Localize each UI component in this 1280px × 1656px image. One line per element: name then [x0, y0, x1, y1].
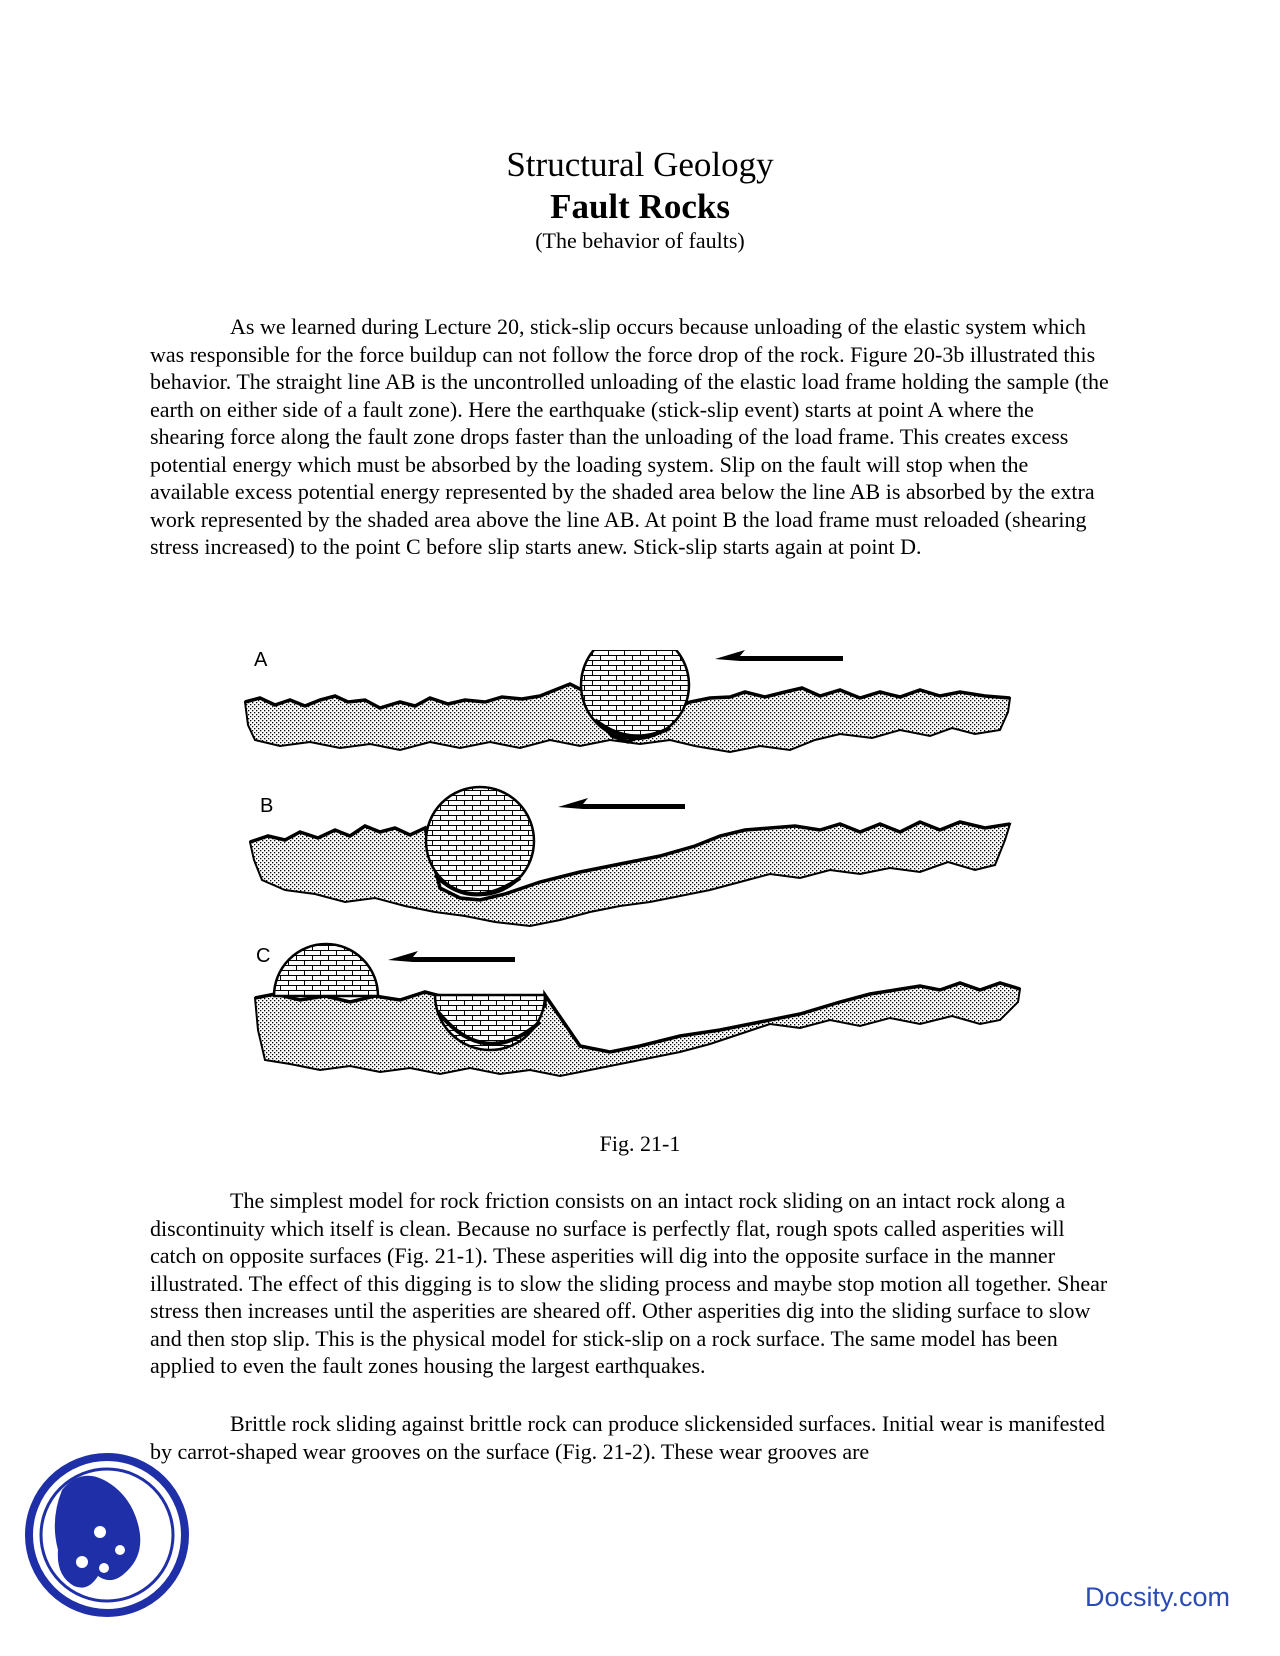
course-title: Structural Geology — [506, 145, 774, 184]
panel-label-b: B — [260, 795, 274, 817]
arrow-icon — [388, 951, 515, 962]
figure-caption: Fig. 21-1 — [599, 1131, 681, 1156]
page-bottom-edge — [0, 1636, 1280, 1656]
docsity-link[interactable]: Docsity.com — [1085, 1582, 1231, 1612]
page-subtitle: (The behavior of faults) — [535, 228, 745, 253]
panel-b — [250, 787, 1010, 926]
figure-asperity-diagram — [240, 650, 1080, 1130]
panel-label-c: C — [256, 945, 271, 967]
rock-surface-b — [250, 822, 1010, 926]
paragraph-slickensides: Brittle rock sliding against brittle rock can produce slickensided surfaces. Initial wear is manifested by carrot-shaped wear grooves on the surface (Fig. 21-2). These wear grooves are — [150, 1411, 1105, 1464]
title-block — [0, 144, 1280, 254]
paragraph-stick-slip: As we learned during Lecture 20, stick-slip occurs because unloading of the elastic system which was responsible for the force buildup can not follow the force drop of the rock. Figure 20-3b illustrated this behavior. The straight line AB is the uncontrolled unloading of the elastic load frame holding the sample (the earth on either side of a fault zone). Here the earthquake (stick-slip event) starts at point A where the shearing force along the fault zone drops faster than the unloading of the load frame. This creates excess potential energy which must be absorbed by the loading system. Slip on the fault will stop when the available excess potential energy represented by the shaded area below the line AB is absorbed by the extra work represented by the shaded area above the line AB. At point B the load frame must reloaded (shearing stress increased) to the point C before slip starts anew. Stick-slip starts again at point D. — [150, 314, 1109, 559]
docsity-logo-icon — [22, 1450, 192, 1620]
arrow-icon — [558, 798, 685, 809]
paragraph-rock-friction: The simplest model for rock friction consists on an intact rock sliding on an intact rock along a discontinuity which itself is clean. Because no surface is perfectly flat, rough spots called asperities will catch on opposite surfaces (Fig. 21-1). These asperities will dig into the opposite surface in the manner illustrated. The effect of this digging is to slow the sliding process and maybe stop motion all together. Shear stress then increases until the asperities are sheared off. Other asperities dig into the sliding surface to slow and then stop slip. This is the physical model for stick-slip on a rock surface. The same model has been applied to even the fault zones housing the largest earthquakes. — [150, 1188, 1108, 1378]
asperity-block-c-upper — [274, 944, 378, 996]
arrow-icon — [715, 650, 843, 661]
panel-c — [255, 944, 1020, 1076]
panel-label-a: A — [254, 650, 268, 671]
panel-a — [245, 650, 1010, 752]
page-title: Fault Rocks — [550, 187, 730, 226]
